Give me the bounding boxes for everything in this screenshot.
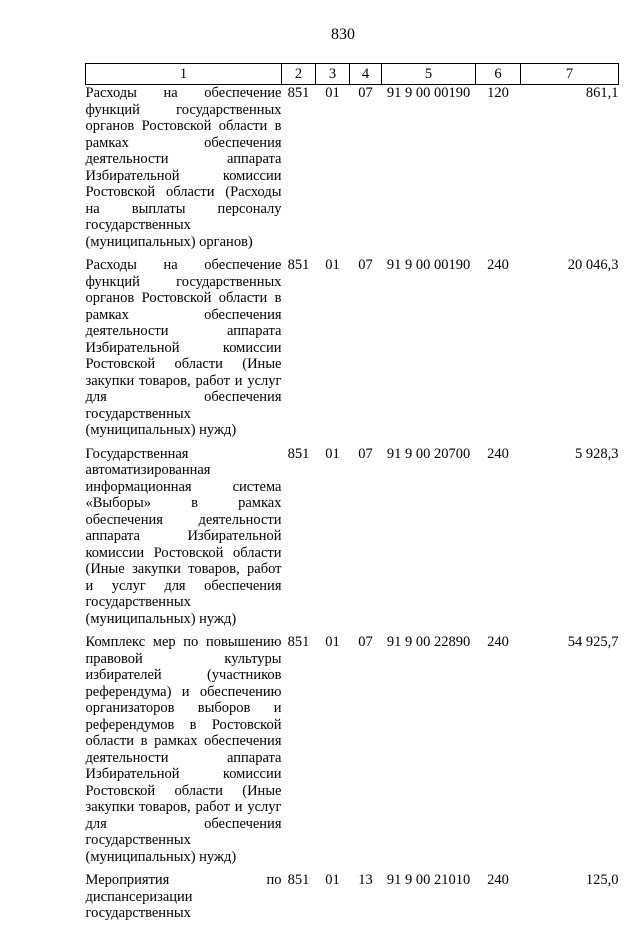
table-row <box>86 634 619 872</box>
row-code-expense-type: 240 <box>487 445 509 462</box>
column-header-7: 7 <box>521 64 619 85</box>
row-code-target: 91 9 00 00190 <box>386 85 471 101</box>
row-code-section: 01 <box>325 634 340 650</box>
row-code-target: 91 9 00 21010 <box>386 872 471 888</box>
row-code-target: 91 9 00 20700 <box>386 445 471 462</box>
row-code-subsection: 07 <box>358 257 373 273</box>
column-header-4: 4 <box>350 64 382 85</box>
budget-table <box>85 63 619 929</box>
row-description: Мероприятия по диспансеризации государственных <box>85 872 282 921</box>
table-row <box>86 85 619 258</box>
row-code-expense-type: 240 <box>487 872 509 888</box>
row-amount: 20 046,3 <box>567 257 619 273</box>
row-code-target: 91 9 00 22890 <box>386 634 471 650</box>
row-code-ministry: 851 <box>287 634 310 650</box>
column-header-3: 3 <box>316 64 350 85</box>
row-code-subsection: 07 <box>358 634 373 650</box>
row-code-ministry: 851 <box>287 445 310 462</box>
row-code-subsection: 13 <box>358 872 373 888</box>
row-code-subsection: 07 <box>358 445 373 462</box>
row-code-ministry: 851 <box>287 85 310 101</box>
row-code-subsection: 07 <box>358 85 373 101</box>
row-code-expense-type: 240 <box>487 257 509 273</box>
row-code-section: 01 <box>325 85 340 101</box>
row-amount: 861,1 <box>585 85 619 101</box>
column-header-2: 2 <box>282 64 316 85</box>
row-code-section: 01 <box>325 872 340 888</box>
row-description: Расходы на обеспечение функций государственных органов Ростовской области в рамках обеспечения деятельности аппарата Избирательной комиссии Ростовской области (Иные закупки товаров, работ и услуг для обеспечения государственных (муниципальных) нужд) <box>85 257 282 438</box>
row-amount: 54 925,7 <box>567 634 619 650</box>
row-code-section: 01 <box>325 257 340 273</box>
column-header-1: 1 <box>86 64 282 85</box>
row-code-expense-type: 120 <box>487 85 509 101</box>
table-row <box>86 872 619 929</box>
row-amount: 125,0 <box>585 872 619 888</box>
column-header-6: 6 <box>476 64 521 85</box>
row-amount: 5 928,3 <box>575 445 619 462</box>
row-code-expense-type: 240 <box>487 634 509 650</box>
row-code-section: 01 <box>325 445 340 462</box>
row-description: Расходы на обеспечение функций государственных органов Ростовской области в рамках обеспечения деятельности аппарата Избирательной комиссии Ростовской области (Расходы на выплаты персоналу государственных (муниципальных) органов) <box>85 85 282 250</box>
table-row <box>86 446 619 635</box>
column-header-5: 5 <box>382 64 476 85</box>
table-row <box>86 257 619 446</box>
row-code-ministry: 851 <box>287 257 310 273</box>
row-code-target: 91 9 00 00190 <box>386 257 471 273</box>
row-code-ministry: 851 <box>287 872 310 888</box>
row-description: Комплекс мер по повышению правовой культуры избирателей (участников референдума) и обеспечению организаторов выборов и референдумов в Ростовской области в рамках обеспечения деятельности аппарата Избирательной комиссии Ростовской области (Иные закупки товаров, работ и услуг для обеспечения государственных (муниципальных) нужд) <box>85 634 282 865</box>
row-description: Государственная автоматизированная информационная система «Выборы» в рамках обеспечения деятельности аппарата Избирательной комиссии Ростовской области (Иные закупки товаров, работ и услуг для обеспечения государственных (муниципальных) нужд) <box>85 445 282 627</box>
page-number: 830 <box>331 26 355 43</box>
table-header-row <box>86 64 619 85</box>
